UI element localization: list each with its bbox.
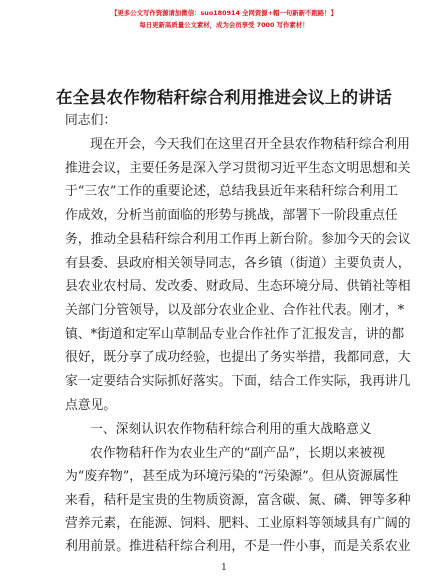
body-line: 很好，既分享了成功经验，也提出了务实举措，我都同意，大: [65, 350, 411, 365]
body-line: 点意见。: [65, 398, 117, 413]
body-line: 关部门分管领导，以及部分农业企业、合作社代表。刚才，*: [65, 303, 405, 318]
body-line: 营养元素，在能源、饲料、肥料、工业原料等领域具有广阔的: [65, 516, 411, 531]
body-line: 为“废弃物”，甚至成为环境污染的“污染源”。但从资源属性: [65, 469, 399, 484]
document-title: 在全县农作物秸秆综合利用推进会议上的讲话: [56, 88, 392, 107]
body-line: 作成效，分析当前面临的形势与挑战，部署下一阶段重点任: [65, 208, 398, 223]
body-line: 务，推动全县秸秆综合利用工作再上新台阶。参加今天的会议: [65, 232, 411, 247]
body-line: 来看，秸秆是宝贵的生物质资源，富含碳、氮、磷、钾等多种: [65, 493, 411, 508]
body-line: 于“三农”工作的重要论述，总结我县近年来秸秆综合利用工: [65, 184, 399, 199]
header-banner-line-2: 每日更新高质量公文素材，成为会员享受 7000 写作素材！: [139, 21, 309, 29]
salutation: 同志们：: [65, 113, 117, 128]
body-line: 家一定要结合实际抓好落实。下面，结合工作实际，我再讲几: [65, 374, 411, 389]
body-line: 有县委、县政府相关领导同志，各乡镇（街道）主要负责人，: [65, 256, 411, 271]
body-line: 镇、*街道和定军山草制品专业合作社作了汇报发言，讲的都: [65, 327, 405, 342]
body-line: 现在开会，今天我们在这里召开全县农作物秸秆综合利用: [90, 137, 410, 152]
section-heading: 一、深刻认识农作物秸秆综合利用的重大战略意义: [90, 422, 372, 437]
body-line: 利用前景。推进秸秆综合利用，不是一件小事，而是关系农业: [65, 539, 411, 554]
body-line: 推进会议，主要任务是深入学习贯彻习近平生态文明思想和关: [65, 161, 411, 176]
body-line: 农作物秸秆作为农业生产的“副产品”，长期以来被视: [90, 446, 385, 461]
body-line: 县农业农村局、发改委、财政局、生态环境分局、供销社等相: [65, 279, 411, 294]
header-banner-line-1: 【更多公文写作资源请加微信：suo180914 全网资源+帽一句新新不跑路！】: [111, 9, 337, 17]
page-number: 1: [221, 563, 227, 573]
